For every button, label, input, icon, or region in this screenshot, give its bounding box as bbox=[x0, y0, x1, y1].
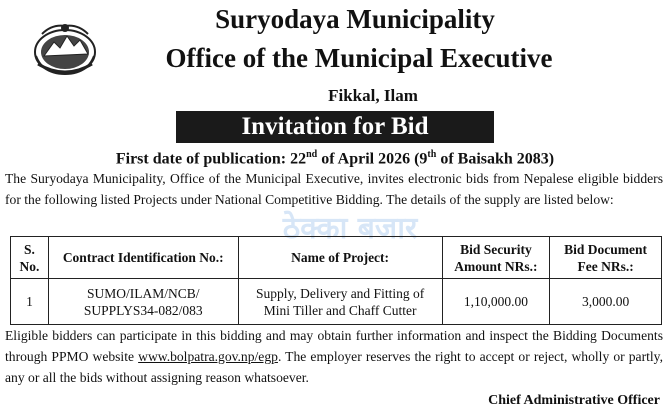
pub-date-bs-suffix: th bbox=[427, 149, 437, 160]
pub-date-day-suffix: nd bbox=[306, 149, 318, 160]
cell-sn: 1 bbox=[11, 279, 49, 325]
invitation-banner: Invitation for Bid bbox=[176, 111, 494, 143]
signatory-title: Chief Administrative Officer bbox=[488, 393, 660, 408]
eligibility-paragraph bbox=[5, 325, 663, 388]
col-project-header: Name of Project: bbox=[238, 237, 442, 279]
publication-date bbox=[0, 149, 670, 168]
col-fee-header: Bid Document Fee NRs.: bbox=[550, 237, 662, 279]
intro-paragraph: The Suryodaya Municipality, Office of the Municipal Executive, invites electronic bids from Nepalese eligible bidders for the following listed Projects under National Competitive Bidding. The details of the supply are listed below: bbox=[5, 171, 663, 207]
cell-contract-id: SUMO/ILAM/NCB/ SUPPLYS34-082/083 bbox=[48, 279, 238, 325]
office-location: Fikkal, Ilam bbox=[328, 86, 418, 105]
col-contract-header: Contract Identification No.: bbox=[48, 237, 238, 279]
table-row bbox=[11, 279, 662, 325]
bid-details-table bbox=[10, 236, 662, 325]
table-header-row bbox=[11, 237, 662, 279]
footer-text-before: Eligible bidders can participate in this bidding and may obtain further information and inspect the Bidding Documents through PPMO website bbox=[5, 328, 663, 364]
ppmo-website-link[interactable]: www.bolpatra.gov.np/egp bbox=[138, 349, 278, 364]
pub-date-prefix: First date of publication: 22 bbox=[115, 150, 307, 168]
municipality-name: Suryodaya Municipality bbox=[215, 4, 495, 34]
office-title: Office of the Municipal Executive bbox=[165, 43, 553, 73]
cell-project-name: Supply, Delivery and Fitting of Mini Tiller and Chaff Cutter bbox=[238, 279, 442, 325]
col-sn-header: S. No. bbox=[11, 237, 49, 279]
cell-doc-fee: 3,000.00 bbox=[550, 279, 662, 325]
cell-bid-security: 1,10,000.00 bbox=[442, 279, 550, 325]
watermark-text: ठेक्का बजार bbox=[282, 211, 418, 246]
pub-date-end: of Baisakh 2083) bbox=[436, 150, 555, 168]
footer-text-after: . The employer reserves the right to accept or reject, wholly or partly, any or all the bids without assigning reason whatsoever. bbox=[5, 349, 663, 385]
col-security-header: Bid Security Amount NRs.: bbox=[442, 237, 550, 279]
pub-date-middle: of April 2026 (9 bbox=[317, 150, 428, 168]
